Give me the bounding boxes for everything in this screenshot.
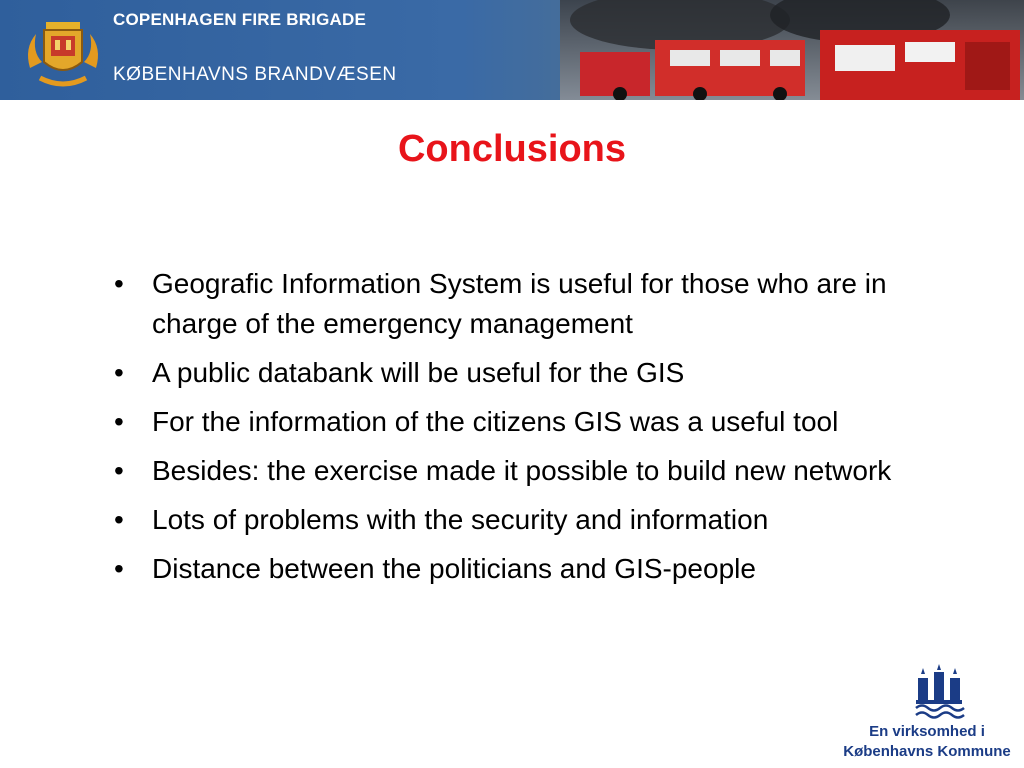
bullet-item <box>110 264 940 344</box>
bullet-text: A public databank will be useful for the GIS <box>152 357 685 388</box>
bullet-text: For the information of the citizens GIS was a useful tool <box>152 406 839 437</box>
bullet-text: Lots of problems with the security and information <box>152 504 769 535</box>
municipality-line-2: Københavns Kommune <box>843 743 1011 760</box>
bullet-dot: • <box>114 357 124 388</box>
copenhagen-municipality-logo-icon <box>912 664 966 720</box>
fire-brigade-crest-icon <box>20 8 106 94</box>
bullet-item <box>110 500 940 540</box>
bullet-dot: • <box>114 268 124 299</box>
bullet-dot: • <box>114 553 124 584</box>
municipality-line-1: En virksomhed i <box>869 723 985 740</box>
bullet-item <box>110 451 940 491</box>
bullet-text: Distance between the politicians and GIS-people <box>152 553 756 584</box>
bullet-dot: • <box>114 406 124 437</box>
slide-title: Conclusions <box>397 128 627 170</box>
bullet-dot: • <box>114 504 124 535</box>
bullet-item <box>110 353 940 393</box>
bullet-item <box>110 549 940 589</box>
header-banner <box>0 0 1024 100</box>
fire-trucks-photo <box>560 0 1024 100</box>
org-name-danish: KØBENHAVNS BRANDVÆSEN <box>113 64 397 85</box>
bullet-list <box>110 264 940 598</box>
bullet-item <box>110 402 940 442</box>
municipality-caption <box>830 722 1024 762</box>
org-name-english: COPENHAGEN FIRE BRIGADE <box>113 10 367 29</box>
bullet-text: Geografic Information System is useful for those who are in charge of the emergency management <box>152 268 887 339</box>
bullet-dot: • <box>114 455 124 486</box>
bullet-text: Besides: the exercise made it possible to build new network <box>152 455 892 486</box>
